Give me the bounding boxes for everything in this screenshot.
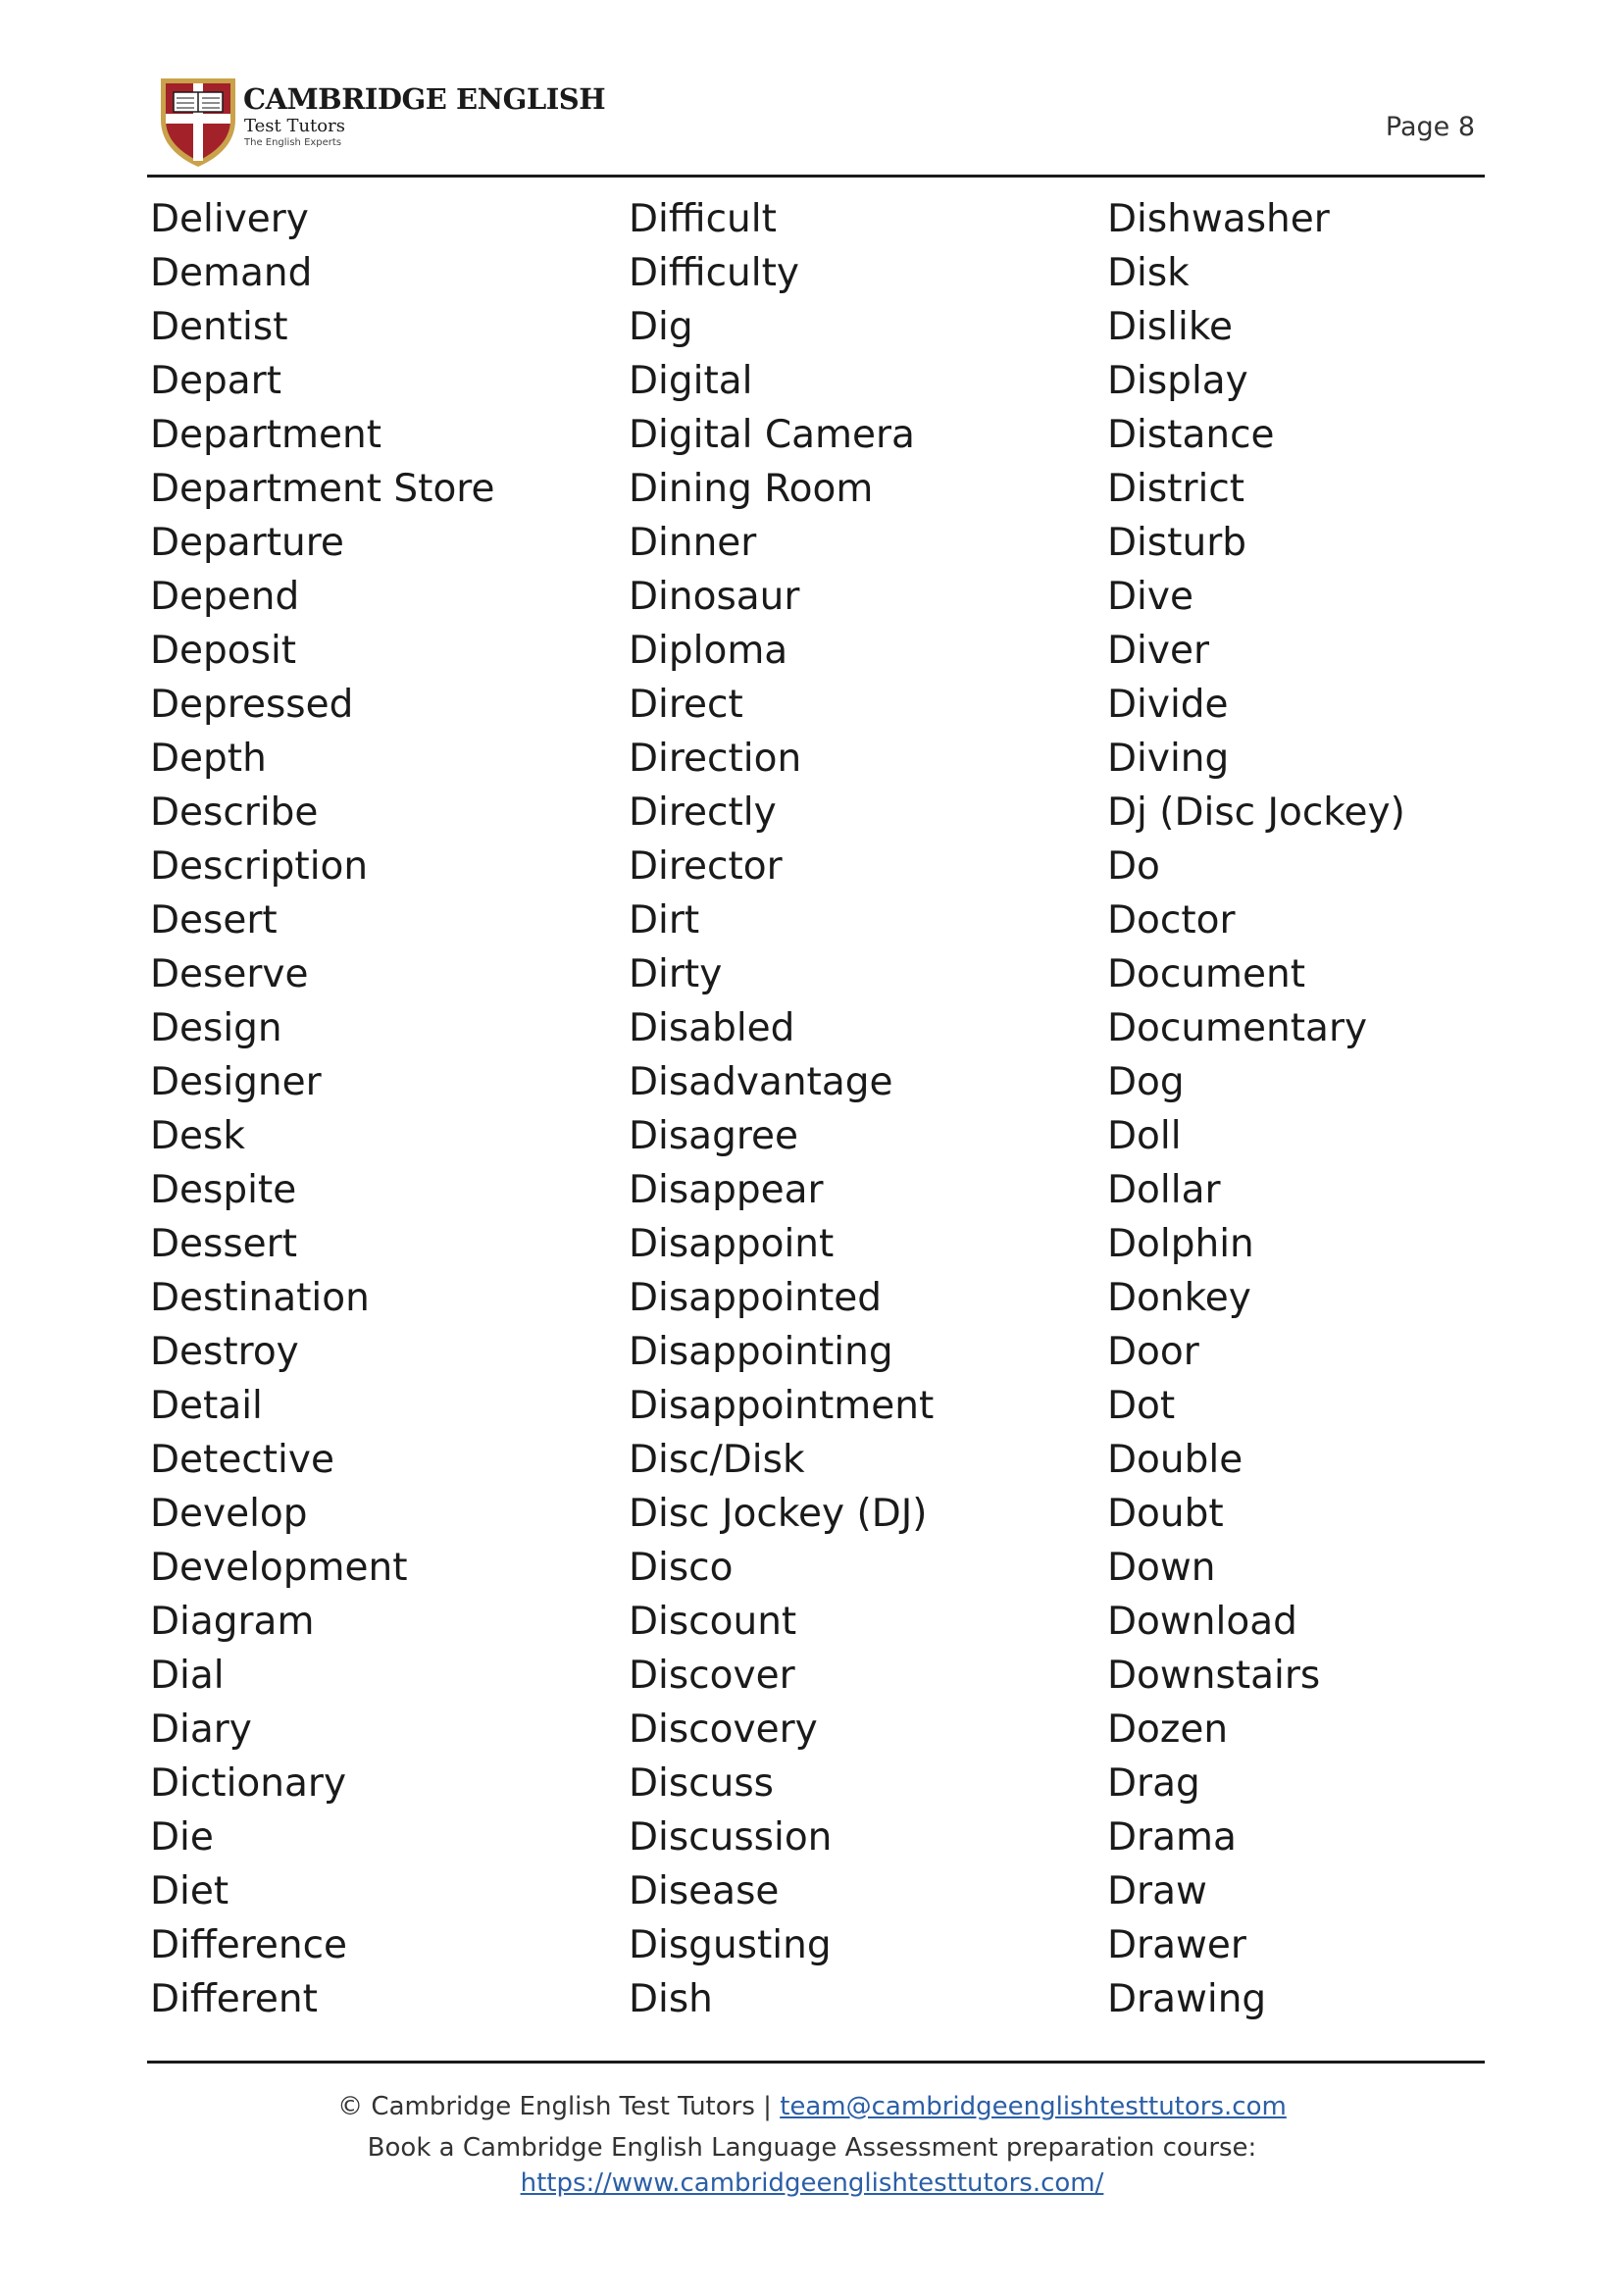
page-header: [0, 0, 1624, 178]
footer-course-text: Book a Cambridge English Language Assessment preparation course:: [367, 2133, 1257, 2163]
word-item: Disco: [629, 1546, 734, 1590]
word-item: Dot: [1107, 1384, 1176, 1428]
word-item: Document: [1107, 952, 1306, 996]
footer-contact-line: [0, 2087, 1624, 2126]
word-item: Discovery: [629, 1708, 818, 1752]
word-item: Disease: [629, 1869, 780, 1913]
word-item: Dog: [1107, 1060, 1185, 1104]
word-item: Distance: [1107, 413, 1275, 457]
word-item: Dj (Disc Jockey): [1107, 790, 1405, 835]
word-item: Dial: [150, 1654, 225, 1698]
word-item: Develop: [150, 1492, 308, 1536]
word-item: Disc/Disk: [629, 1438, 805, 1482]
brand-logo: [157, 75, 606, 169]
word-item: Dirt: [629, 898, 700, 943]
word-item: Draw: [1107, 1869, 1207, 1913]
word-item: Drawer: [1107, 1923, 1246, 1967]
word-item: Dinosaur: [629, 575, 800, 619]
word-item: Dinner: [629, 521, 757, 565]
word-item: Downstairs: [1107, 1654, 1321, 1698]
word-item: Disc Jockey (DJ): [629, 1492, 928, 1536]
word-item: Deposit: [150, 629, 297, 673]
word-item: Drag: [1107, 1761, 1200, 1806]
word-item: Dish: [629, 1977, 713, 2021]
brand-name: CAMBRIDGE ENGLISH: [243, 82, 606, 116]
word-item: Depth: [150, 737, 267, 781]
word-item: Discount: [629, 1600, 797, 1644]
word-item: Department Store: [150, 467, 495, 511]
word-item: Dolphin: [1107, 1222, 1254, 1266]
word-item: Departure: [150, 521, 344, 565]
word-item: Depend: [150, 575, 300, 619]
word-item: Direct: [629, 683, 743, 727]
word-item: Dentist: [150, 305, 288, 349]
word-item: Dozen: [1107, 1708, 1229, 1752]
word-item: Diploma: [629, 629, 788, 673]
word-item: Dessert: [150, 1222, 297, 1266]
word-item: Detail: [150, 1384, 263, 1428]
word-item: Desk: [150, 1114, 245, 1158]
word-item: Download: [1107, 1600, 1297, 1644]
word-item: Doll: [1107, 1114, 1182, 1158]
footer-website-link[interactable]: https://www.cambridgeenglishtesttutors.com/: [520, 2168, 1104, 2198]
footer-copyright: © Cambridge English Test Tutors |: [337, 2092, 781, 2121]
footer-divider: [147, 2061, 1485, 2064]
word-column-3: [1107, 192, 1405, 2026]
word-item: Double: [1107, 1438, 1243, 1482]
word-item: Disappointed: [629, 1276, 883, 1320]
word-item: Drawing: [1107, 1977, 1267, 2021]
word-item: Disappointing: [629, 1330, 893, 1374]
word-item: Disagree: [629, 1114, 799, 1158]
word-item: Dining Room: [629, 467, 874, 511]
word-item: Designer: [150, 1060, 322, 1104]
word-item: Destination: [150, 1276, 370, 1320]
word-item: Diary: [150, 1708, 252, 1752]
shield-crest-icon: [157, 75, 239, 169]
word-item: Development: [150, 1546, 408, 1590]
word-item: Door: [1107, 1330, 1199, 1374]
word-column-2: [629, 192, 934, 2026]
word-item: Donkey: [1107, 1276, 1251, 1320]
word-item: Disadvantage: [629, 1060, 893, 1104]
page-number: Page 8: [1385, 112, 1475, 142]
word-item: Documentary: [1107, 1006, 1368, 1050]
word-item: Doctor: [1107, 898, 1236, 943]
word-item: Dollar: [1107, 1168, 1221, 1212]
word-item: Diver: [1107, 629, 1209, 673]
word-item: Display: [1107, 359, 1248, 403]
word-item: Depart: [150, 359, 282, 403]
word-item: Description: [150, 844, 369, 889]
word-column-1: [150, 192, 494, 2026]
brand-subtitle: Test Tutors: [244, 116, 345, 136]
word-item: Depressed: [150, 683, 354, 727]
word-item: Diet: [150, 1869, 229, 1913]
word-item: Deserve: [150, 952, 309, 996]
word-item: Difficulty: [629, 251, 799, 295]
word-item: Diagram: [150, 1600, 315, 1644]
word-item: Disturb: [1107, 521, 1246, 565]
word-item: Despite: [150, 1168, 297, 1212]
word-item: Directly: [629, 790, 777, 835]
word-item: Divide: [1107, 683, 1229, 727]
word-item: Disappear: [629, 1168, 824, 1212]
word-item: Different: [150, 1977, 318, 2021]
footer-email-link[interactable]: team@cambridgeenglishtesttutors.com: [780, 2092, 1287, 2121]
word-item: Department: [150, 413, 381, 457]
word-item: Difficult: [629, 197, 777, 241]
word-item: Disappointment: [629, 1384, 935, 1428]
footer-website-line: [0, 2166, 1624, 2201]
brand-tagline: The English Experts: [244, 137, 342, 148]
header-divider: [147, 175, 1485, 178]
word-item: Die: [150, 1815, 214, 1860]
word-item: Discussion: [629, 1815, 833, 1860]
word-item: Discuss: [629, 1761, 774, 1806]
word-item: Director: [629, 844, 783, 889]
word-item: Delivery: [150, 197, 309, 241]
word-item: Drama: [1107, 1815, 1237, 1860]
word-item: Doubt: [1107, 1492, 1224, 1536]
word-item: Disappoint: [629, 1222, 835, 1266]
word-item: Dislike: [1107, 305, 1234, 349]
word-item: Dirty: [629, 952, 723, 996]
word-item: Direction: [629, 737, 802, 781]
word-item: Dictionary: [150, 1761, 347, 1806]
word-item: District: [1107, 467, 1245, 511]
word-item: Dishwasher: [1107, 197, 1330, 241]
word-item: Demand: [150, 251, 313, 295]
vocabulary-list: [0, 192, 1624, 2036]
word-item: Digital Camera: [629, 413, 915, 457]
word-item: Desert: [150, 898, 278, 943]
page-footer: [0, 2087, 1624, 2201]
word-item: Disk: [1107, 251, 1190, 295]
word-item: Detective: [150, 1438, 334, 1482]
word-item: Describe: [150, 790, 319, 835]
word-item: Disabled: [629, 1006, 795, 1050]
word-item: Digital: [629, 359, 753, 403]
word-item: Difference: [150, 1923, 348, 1967]
word-item: Discover: [629, 1654, 795, 1698]
word-item: Dig: [629, 305, 693, 349]
word-item: Do: [1107, 844, 1160, 889]
word-item: Down: [1107, 1546, 1216, 1590]
word-item: Diving: [1107, 737, 1230, 781]
word-item: Dive: [1107, 575, 1193, 619]
word-item: Destroy: [150, 1330, 299, 1374]
word-item: Design: [150, 1006, 282, 1050]
word-item: Disgusting: [629, 1923, 832, 1967]
